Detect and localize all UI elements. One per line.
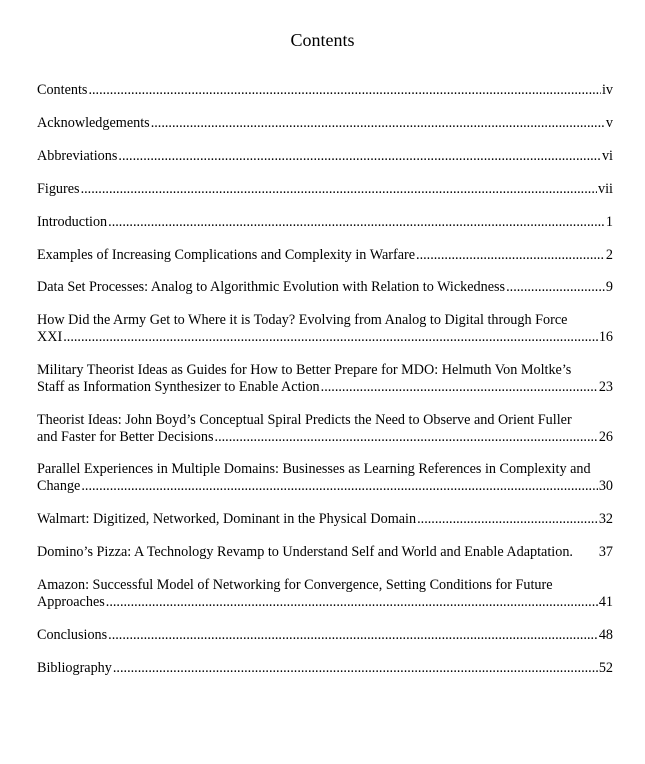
toc-page-number: 26 <box>598 429 613 445</box>
dot-leader <box>81 181 597 198</box>
toc-page-number: 1 <box>605 214 613 230</box>
toc-entry-title-line2: and Faster for Better Decisions <box>37 429 214 445</box>
toc-page-number: 48 <box>598 627 613 643</box>
toc-entry-title-line2: Change <box>37 478 81 494</box>
toc-entry-parallel-experiences[interactable] <box>37 461 613 495</box>
toc-entry-amazon[interactable] <box>37 577 613 611</box>
dot-leader <box>506 279 605 296</box>
toc-entry-title: Examples of Increasing Complications and Complexity in Warfare <box>37 247 416 263</box>
toc-page-number: vi <box>601 148 613 164</box>
toc-entry-introduction[interactable] <box>37 214 613 231</box>
toc-entry-title: Data Set Processes: Analog to Algorithmic Evolution with Relation to Wickedness <box>37 279 506 295</box>
toc-entry-military-theorist-ideas[interactable] <box>37 362 613 396</box>
dot-leader <box>416 247 605 264</box>
toc-entry-contents[interactable] <box>37 82 613 99</box>
toc-entry-title-line1: How Did the Army Get to Where it is Today? Evolving from Analog to Digital through Force <box>37 312 568 328</box>
toc-entry-data-set-processes[interactable] <box>37 279 613 296</box>
toc-entry-bibliography[interactable] <box>37 660 613 677</box>
toc-entry-title: Introduction <box>37 214 108 230</box>
toc-entry-theorist-ideas-boyd[interactable] <box>37 412 613 446</box>
toc-entry-title-line2: XXI <box>37 329 63 345</box>
toc-entry-title: Domino’s Pizza: A Technology Revamp to Understand Self and World and Enable Adaptation. <box>37 544 573 560</box>
toc-entry-title: Conclusions <box>37 627 108 643</box>
toc-entry-title-line2: Staff as Information Synthesizer to Enable Action <box>37 379 320 395</box>
toc-entry-title: Abbreviations <box>37 148 118 164</box>
toc-page-number: 9 <box>605 279 613 295</box>
toc-entry-walmart[interactable] <box>37 511 613 528</box>
dot-leader <box>113 660 598 677</box>
toc-page-number: 41 <box>598 594 613 610</box>
dot-leader <box>88 82 601 99</box>
toc-entry-title-line1: Theorist Ideas: John Boyd’s Conceptual Spiral Predicts the Need to Observe and Orient Fuller <box>37 412 572 428</box>
contents-heading: Contents <box>290 30 355 50</box>
toc-entry-title: Bibliography <box>37 660 112 676</box>
dot-leader <box>63 329 598 346</box>
toc-entry-acknowledgements[interactable] <box>37 115 613 132</box>
toc-page-number: 2 <box>605 247 613 263</box>
dot-leader <box>321 379 598 396</box>
toc-entry-title: Contents <box>37 82 88 98</box>
toc-entry-title-line1: Parallel Experiences in Multiple Domains: Businesses as Learning References in Complexity and <box>37 461 591 477</box>
dot-leader <box>215 429 598 446</box>
toc-entry-title-line2: Approaches <box>37 594 105 610</box>
toc-entry-title: Acknowledgements <box>37 115 150 131</box>
toc-page-number: 32 <box>598 511 613 527</box>
dot-leader <box>417 511 598 528</box>
toc-entry-title: Walmart: Digitized, Networked, Dominant in the Physical Domain <box>37 511 417 527</box>
toc-page-number: 23 <box>598 379 613 395</box>
toc-entry-dominos-pizza[interactable] <box>37 544 613 561</box>
toc-entry-conclusions[interactable] <box>37 627 613 644</box>
toc-page-number: vii <box>598 181 613 197</box>
dot-leader <box>81 478 597 495</box>
dot-leader <box>118 148 601 165</box>
toc-entry-title: Figures <box>37 181 80 197</box>
toc-entry-how-did-the-army[interactable] <box>37 312 613 346</box>
toc-entry-examples-of-complications[interactable] <box>37 247 613 264</box>
dot-leader <box>151 115 605 132</box>
dot-leader <box>106 594 598 611</box>
toc-page-number: 52 <box>598 660 613 676</box>
toc-entry-abbreviations[interactable] <box>37 148 613 165</box>
toc-entry-title-line1: Amazon: Successful Model of Networking for Convergence, Setting Conditions for Future <box>37 577 553 593</box>
toc-page-number: 37 <box>598 544 613 560</box>
dot-leader <box>108 214 605 231</box>
toc-page-number: iv <box>601 82 613 98</box>
dot-leader <box>108 627 598 644</box>
toc-entry-figures[interactable] <box>37 181 613 198</box>
toc-entry-title-line1: Military Theorist Ideas as Guides for How to Better Prepare for MDO: Helmuth Von Moltke’s <box>37 362 572 378</box>
toc-page-number: v <box>605 115 613 131</box>
toc-page-number: 16 <box>598 329 613 345</box>
toc-page-number: 30 <box>598 478 613 494</box>
